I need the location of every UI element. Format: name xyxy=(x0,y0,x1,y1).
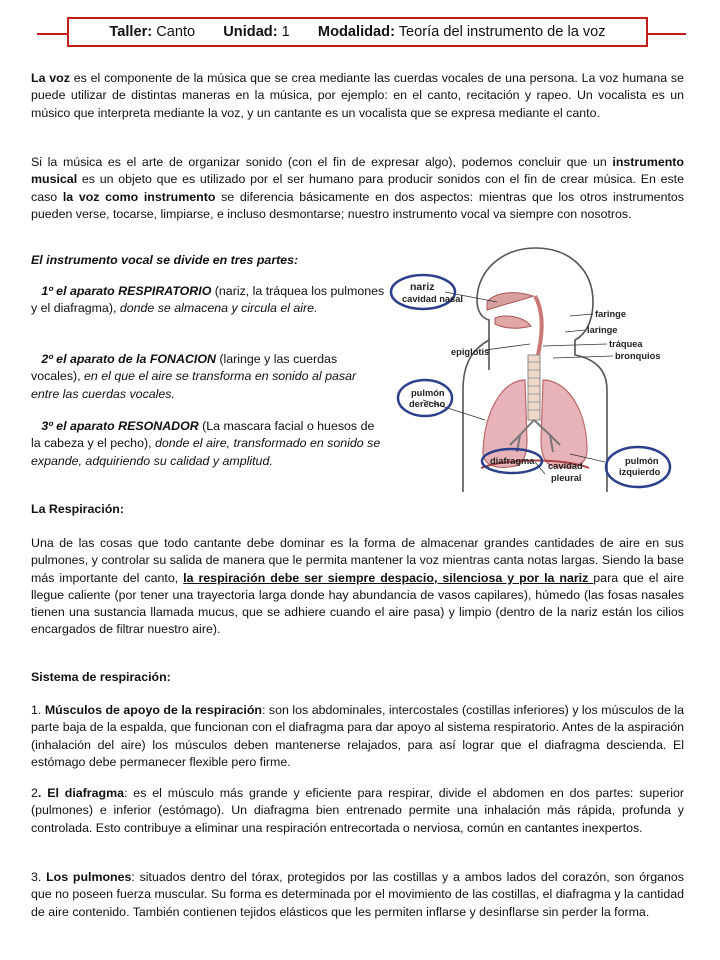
header-line-right xyxy=(648,33,686,35)
item-2-num: 2 xyxy=(31,786,38,800)
modalidad-value: Teoría del instrumento de la voz xyxy=(398,24,606,40)
intro-paragraph-2 xyxy=(31,154,684,223)
intro-paragraph-1 xyxy=(31,70,684,122)
voz-instrumento-bold: la voz como instrumento xyxy=(62,189,216,204)
unidad-value: 1 xyxy=(281,24,290,40)
label-pulmon-derecho-1: pulmón xyxy=(411,388,445,398)
instrumento-musical-bold: instrumento musical xyxy=(31,155,684,187)
header-box xyxy=(67,17,648,47)
intro-p1-text: es el componente de la música que se crea mediante las cuerdas vocales de una persona. La voz humana se puede utilizar de distintas maneras en la música, por ejemplo: en el canto, recitación y rapeo. Un vocalista es un músico que interpreta mediante la voz, y un cantante es un vocalista que se expresa mediante el canto. xyxy=(31,71,684,120)
pulmon-derecho-marker xyxy=(398,380,452,416)
part-3-label: 3º el aparato RESONADOR xyxy=(41,419,199,433)
body-outline-left xyxy=(463,340,489,492)
item-2-text: : es el músculo más grande y eficiente para respirar, divide el abdomen en dos partes: superior (pulmones) e inferior (estómago). Un diafragma bien entrenado permite una inhalación más rápida, profunda y controlada. Esto contribuye a eliminar una respiración entrecortada o nerviosa, común en cantantes inexpertos. xyxy=(31,786,684,835)
la-voz-bold: La voz xyxy=(31,71,70,85)
item-1-num: 1. xyxy=(31,703,45,717)
label-bronquios: bronquios xyxy=(615,351,661,361)
respiracion-text-a: Una de las cosas que todo cantante debe dominar es la forma de almacenar grandes cantidades de aire en sus pulmones, y controlar su salida de manera que le permita mantener la voz mientras canta notas largas. Siendo la base más importante del canto, xyxy=(31,536,684,585)
respiracion-title: La Respiración: xyxy=(31,502,124,516)
respiracion-text-b: para que el aire llegue caliente (por tener una trayectoria larga donde hay abundancia de vasos capilares), húmedo (las fosas nasales tienen una sustancia llamada mucus, que se adhiere cuando el aire pasa) y limpio (dentro de la nariz están los cilios encargados de filtrar nuestro aire). xyxy=(31,570,684,637)
modalidad-label: Modalidad: xyxy=(317,24,395,40)
intro-p2-text-c: se diferencia básicamente en dos aspectos: mientras que los otros instrumentos pueden verse, tocarse, limpiarse, e incluso desmontarse; nuestro instrumento vocal va siempre con nosotros. xyxy=(31,189,684,221)
taller-value: Canto xyxy=(156,24,196,40)
part-3-italic: donde el aire, transformado en sonido se expande, adquiriendo su calidad y amplitud. xyxy=(31,436,381,468)
part-2-italic: en el que el aire se transforma en sonido al pasar entre las cuerdas vocales. xyxy=(31,369,357,401)
part-2-plain: (laringe y las cuerdas vocales), xyxy=(31,352,338,384)
label-cavidad-pleural-2: pleural xyxy=(551,473,582,483)
intro-p2-text-b: es un objeto que es utilizado por el ser humano para producir sonidos con el fin de crear música. En este caso xyxy=(31,172,684,204)
sistema-item-2 xyxy=(31,785,684,837)
parts-title: El instrumento vocal se divide en tres partes: xyxy=(31,253,299,267)
part-3 xyxy=(31,418,387,470)
sistema-item-3 xyxy=(31,869,684,921)
sistema-title: Sistema de respiración: xyxy=(31,670,171,684)
label-traquea: tráquea xyxy=(609,339,643,349)
tongue xyxy=(495,316,531,328)
item-2-bold: . El diafragma xyxy=(37,786,124,800)
respiracion-paragraph xyxy=(31,535,684,639)
label-diafragma: diafragma xyxy=(490,456,535,466)
header-line-left xyxy=(37,33,67,35)
label-epiglotis: epiglotis xyxy=(451,347,490,357)
label-cavidad-nasal: cavidad nasal xyxy=(402,294,463,304)
left-lung xyxy=(541,380,587,467)
part-1-italic: donde se almacena y circula el aire. xyxy=(119,301,318,316)
part-1-plain: (nariz, la tráquea los pulmones y el diafragma), xyxy=(31,284,385,316)
part-3-plain: (La mascara facial o huesos de la cabeza y el pecho), xyxy=(31,419,375,451)
respiratory-diagram xyxy=(385,240,685,495)
label-faringe: faringe xyxy=(595,309,626,319)
part-2-label: 2º el aparato de la FONACION xyxy=(41,352,216,366)
item-3-text: : situados dentro del tórax, protegidos por las costillas y a ambos lados del corazón, son órganos que no poseen fuerza muscular. Su forma es determinada por el movimiento de las costillas, el diafragma y la cantidad de aire contenido. También contienen tejidos elásticos que les permiten inflarse y desinflarse sin perder la forma. xyxy=(31,870,684,919)
label-pulmon-derecho-2: derecho xyxy=(409,399,446,409)
item-1-bold: Músculos de apoyo de la respiración xyxy=(44,703,262,717)
part-2 xyxy=(31,351,387,403)
unidad-label: Unidad: xyxy=(223,24,278,40)
label-nariz: nariz xyxy=(410,281,435,293)
part-1 xyxy=(31,283,387,318)
taller-label: Taller: xyxy=(109,24,153,40)
item-3-num: 3. xyxy=(31,870,47,884)
sistema-item-1 xyxy=(31,702,684,771)
label-pulmon-izquierdo-2: izquierdo xyxy=(619,467,661,477)
part-1-label: 1º el aparato RESPIRATORIO xyxy=(41,284,212,298)
label-cavidad-pleural-1: cavidad xyxy=(548,461,583,471)
label-laringe: laringe xyxy=(587,325,618,335)
item-3-bold: Los pulmones xyxy=(46,870,132,884)
respiracion-underline: la respiración debe ser siempre despacio, silenciosa y por la nariz xyxy=(183,570,594,585)
intro-p2-text-a: Si la música es el arte de organizar sonido (con el fin de expresar algo), podemos concluir que un xyxy=(31,155,613,169)
item-1-text: : son los abdominales, intercostales (costillas inferiores) y los músculos de la parte baja de la espalda, que funcionan con el diafragma para dar apoyo al sistema respiratorio. Antes de la aspiración (inhalación del aire) los músculos deben mantenerse relajados, para así lograr que el diafragma descienda. El estómago debe permanecer flexible pero firme. xyxy=(31,703,684,769)
label-pulmon-izquierdo-1: pulmón xyxy=(625,456,659,466)
